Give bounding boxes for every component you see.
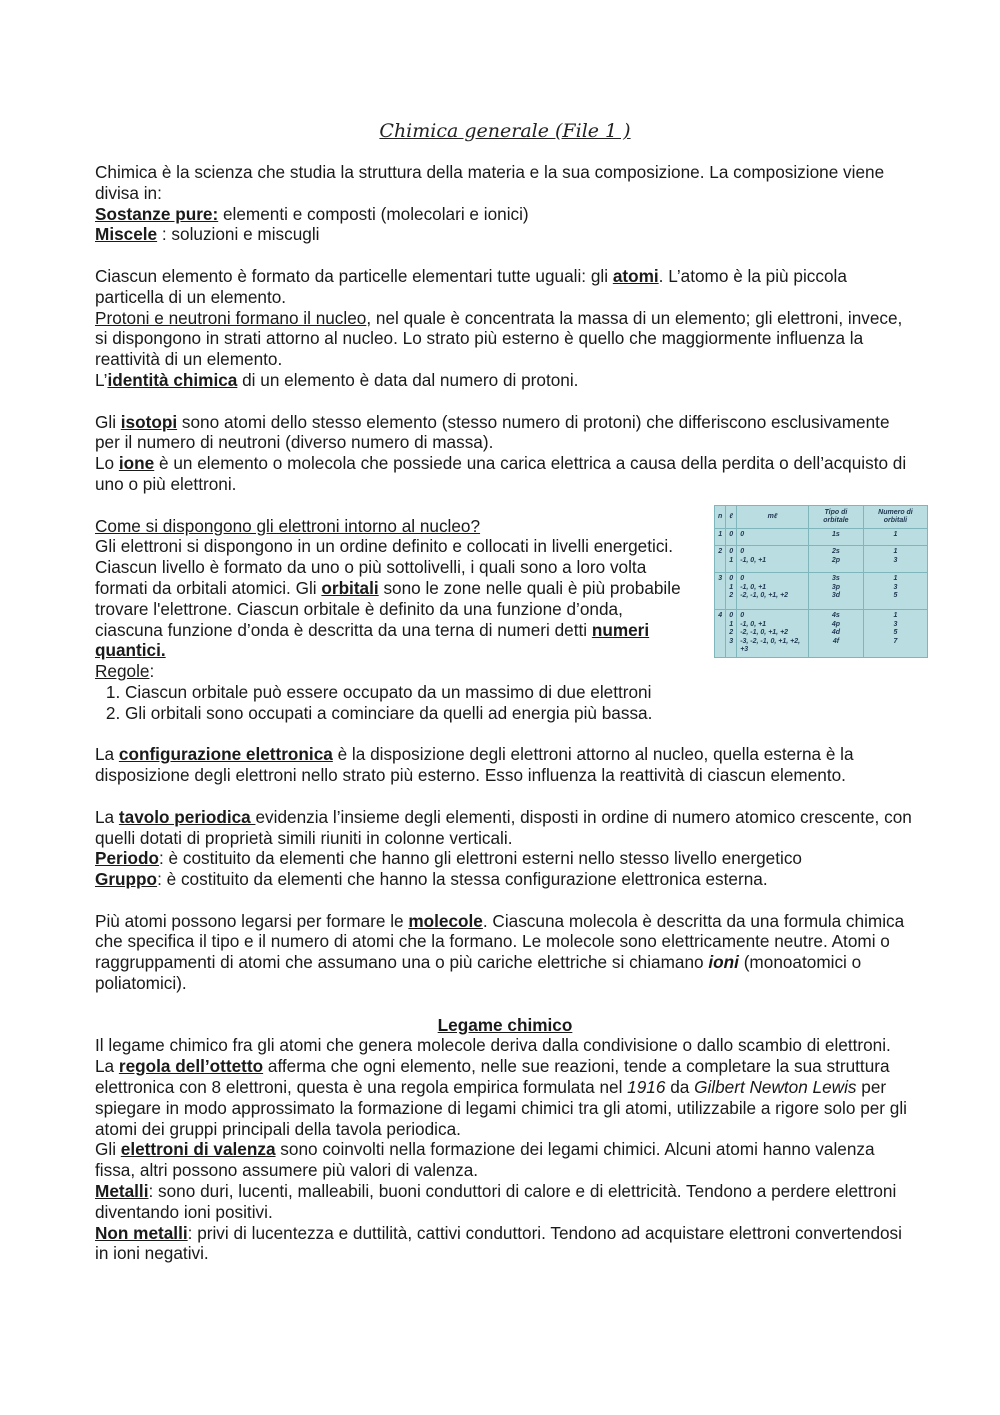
cell-n: 4: [715, 610, 726, 658]
table-header-row: [715, 506, 928, 529]
ion-post: è un elemento o molecola che possiede una carica elettrica a causa della perdita o dell’acquisto di uno o più elettroni.: [95, 453, 907, 494]
cell-count: 1 3: [863, 546, 927, 573]
cell-ml: 0 -1, 0, +1 -2, -1, 0, +1, +2 -3, -2, -1, 0, +1, +2, +3: [737, 610, 809, 658]
periodic-pre: La: [95, 806, 119, 827]
octet-paragraph: [95, 1056, 915, 1139]
orbitals-term: orbitali: [321, 577, 379, 598]
cell-ml: 0 -1, 0, +1: [737, 546, 809, 573]
cell-l: 0 1 2: [726, 573, 737, 610]
quantum-numbers-term: numeri quantici.: [95, 619, 650, 661]
group-line: [95, 869, 915, 890]
nucleus-underlined: Protoni e neutroni formano il nucleo: [95, 307, 367, 328]
ion-term: ione: [118, 453, 155, 474]
cell-type: 2s 2p: [808, 546, 863, 573]
octet-pre: La: [95, 1056, 119, 1077]
molecules-term: molecole: [408, 910, 483, 931]
molecules-paragraph: [95, 911, 915, 994]
period-text: : è costituito da elementi che hanno gli elettroni esterni nello stesso livello energetico: [158, 848, 802, 869]
nonmetals-paragraph: [95, 1223, 915, 1265]
quantum-numbers-table: [714, 505, 928, 658]
valence-term: elettroni di valenza: [120, 1139, 276, 1160]
mixtures-text: : soluzioni e miscugli: [157, 224, 320, 245]
valence-pre: Gli: [95, 1139, 121, 1160]
metals-text: : sono duri, lucenti, malleabili, buoni conduttori di calore e di elettricità. Tendono a perdere elettroni diventando ioni positivi.: [95, 1181, 897, 1222]
rules-label-line: [95, 661, 915, 682]
table-row: [715, 610, 928, 658]
pure-substances-text: elementi e composti (molecolari e ionici): [218, 203, 529, 224]
cell-count: 1: [863, 529, 927, 546]
ion-paragraph: [95, 453, 915, 495]
isotopes-pre: Gli: [95, 411, 121, 432]
cell-l: 0 1 2 3: [726, 610, 737, 658]
molecules-pre: Più atomi possono legarsi per formare le: [95, 910, 409, 931]
table-header-type: Tipo di orbitale: [808, 506, 863, 529]
table-row: [715, 529, 928, 546]
rules-colon: :: [149, 661, 155, 682]
molecules-post: . Ciascuna molecola è descritta da una formula chimica che specifica il tipo e il numero di atomi che la formano. Le molecole sono elettricamente neutre. Atomi o raggruppamenti di atomi che assumano una o più cariche elettriche si chiamano: [95, 910, 905, 973]
octet-term: regola dell’ottetto: [118, 1056, 264, 1077]
valence-post: sono coinvolti nella formazione dei legami chimici. Alcuni atomi hanno valenza fissa, altri possono assumere più valori di valenza.: [95, 1139, 875, 1181]
atoms-term: atomi: [612, 265, 659, 286]
intro-paragraph: [95, 162, 915, 204]
periodic-post: evidenzia l’insieme degli elementi, disposti in ordine di numero atomico crescente, con quelli dotati di proprietà simili riuniti in colonne verticali.: [95, 806, 912, 848]
nucleus-paragraph: [95, 308, 915, 370]
table-row: [715, 546, 928, 573]
rule-item: 1. Ciascun orbitale può essere occupato da un massimo di due elettroni: [125, 682, 915, 703]
cell-n: 2: [715, 546, 726, 573]
electrons-mid: sono le zone nelle quali è più probabile trovare l'elettrone. Ciascun orbitale è definito da una funzione d’onda, ciascuna funzione d’onda è descritta da una terna di numeri detti: [95, 577, 681, 640]
electrons-paragraph: [95, 536, 695, 661]
bond-intro: Il legame chimico fra gli atomi che genera molecole deriva dalla condivisione o dallo scambio di elettroni.: [95, 1035, 891, 1056]
identity-term: identità chimica: [107, 369, 238, 390]
pure-substances-line: [95, 204, 915, 225]
group-term: Gruppo: [95, 869, 158, 890]
identity-post: di un elemento è data dal numero di protoni.: [237, 369, 579, 390]
lewis-name: Gilbert Newton Lewis: [694, 1077, 857, 1098]
octet-year: 1916: [627, 1077, 666, 1098]
table-header-n: n: [715, 506, 726, 529]
nonmetals-term: Non metalli: [95, 1222, 188, 1243]
octet-end: per spiegare in modo approssimato la formazione di legami chimici tra gli atomi, utilizzabile a rigore solo per gli atomi dei gruppi principali della tavola periodica.: [95, 1077, 908, 1139]
metals-term: Metalli: [95, 1181, 149, 1202]
periodic-paragraph: [95, 807, 915, 849]
cell-l: 0: [726, 529, 737, 546]
electrons-pre: Gli elettroni si dispongono in un ordine definito e collocati in livelli energetici. Ciascun livello è formato da uno o più sottolivelli, i quali sono a loro volta formati da orbitali atomici. Gli: [95, 536, 674, 598]
atoms-post: . L’atomo è la più piccola particella di un elemento.: [95, 265, 847, 307]
isotopes-post: sono atomi dello stesso elemento (stesso numero di protoni) che differiscono esclusivamente per il numero di neutroni (diverso numero di massa).: [95, 411, 890, 453]
configuration-paragraph: [95, 744, 915, 786]
cell-type: 3s 3p 3d: [808, 573, 863, 610]
valence-paragraph: [95, 1139, 915, 1181]
document-page: [95, 120, 915, 1264]
table-row: [715, 573, 928, 610]
section-heading: Legame chimico: [437, 1014, 573, 1035]
cell-ml: 0 -1, 0, +1 -2, -1, 0, +1, +2: [737, 573, 809, 610]
period-line: [95, 848, 915, 869]
group-text: : è costituito da elementi che hanno la stessa configurazione elettronica esterna.: [157, 869, 768, 890]
isotopes-paragraph: [95, 412, 915, 454]
table-header-count: Numero di orbitali: [863, 506, 927, 529]
octet-da: da: [665, 1077, 695, 1098]
table-header-l: ℓ: [726, 506, 737, 529]
ions-term: ioni: [708, 952, 739, 973]
nucleus-text: , nel quale è concentrata la massa di un elemento; gli elettroni, invece, si dispongono in strati attorno al nucleo. Lo strato più esterno è quello che maggiormente influenza la reattività di un elemento.: [95, 307, 903, 370]
identity-pre: L’: [95, 369, 108, 390]
config-term: configurazione elettronica: [118, 744, 333, 765]
atoms-paragraph: [95, 266, 915, 308]
cell-n: 1: [715, 529, 726, 546]
cell-ml: 0: [737, 529, 809, 546]
ions-post: (monoatomici o poliatomici).: [95, 952, 862, 994]
pure-substances-term: Sostanze pure:: [95, 203, 219, 224]
identity-paragraph: [95, 370, 915, 391]
ion-pre: Lo: [95, 453, 119, 474]
atoms-pre: Ciascun elemento è formato da particelle elementari tutte uguali: gli: [95, 265, 613, 286]
cell-type: 1s: [808, 529, 863, 546]
rule-item: 2. Gli orbitali sono occupati a cominciare da quelli ad energia più bassa.: [125, 703, 915, 724]
table-header-ml: mℓ: [737, 506, 809, 529]
cell-count: 1 3 5: [863, 573, 927, 610]
cell-l: 0 1: [726, 546, 737, 573]
cell-type: 4s 4p 4d 4f: [808, 610, 863, 658]
config-post: è la disposizione degli elettroni attorno al nucleo, quella esterna è la disposizione degli elettroni nello strato più esterno. Esso influenza la reattività di ciascun elemento.: [95, 744, 854, 786]
rules-label: Regole: [95, 661, 150, 682]
config-pre: La: [95, 744, 119, 765]
cell-count: 1 3 5 7: [863, 610, 927, 658]
metals-paragraph: [95, 1181, 915, 1223]
document-title: Chimica generale (File 1 ): [379, 120, 631, 142]
periodic-term: tavolo periodica: [118, 806, 256, 827]
rules-list: [95, 682, 915, 724]
octet-post: afferma che ogni elemento, nelle sue reazioni, tende a completare la sua struttura elettronica con 8 elettroni, questa è una regola empirica formulata nel: [95, 1056, 890, 1098]
cell-n: 3: [715, 573, 726, 610]
mixtures-line: [95, 224, 915, 245]
period-term: Periodo: [95, 848, 159, 869]
nonmetals-text: : privi di lucentezza e duttilità, cattivi conduttori. Tendono ad acquistare elettroni convertendosi in ioni negativi.: [95, 1222, 902, 1264]
electrons-question: Come si dispongono gli elettroni intorno al nucleo?: [95, 515, 481, 536]
intro-text: Chimica è la scienza che studia la struttura della materia e la sua composizione. La composizione viene divisa in:: [95, 162, 885, 203]
mixtures-term: Miscele: [95, 224, 158, 245]
isotopes-term: isotopi: [120, 411, 178, 432]
